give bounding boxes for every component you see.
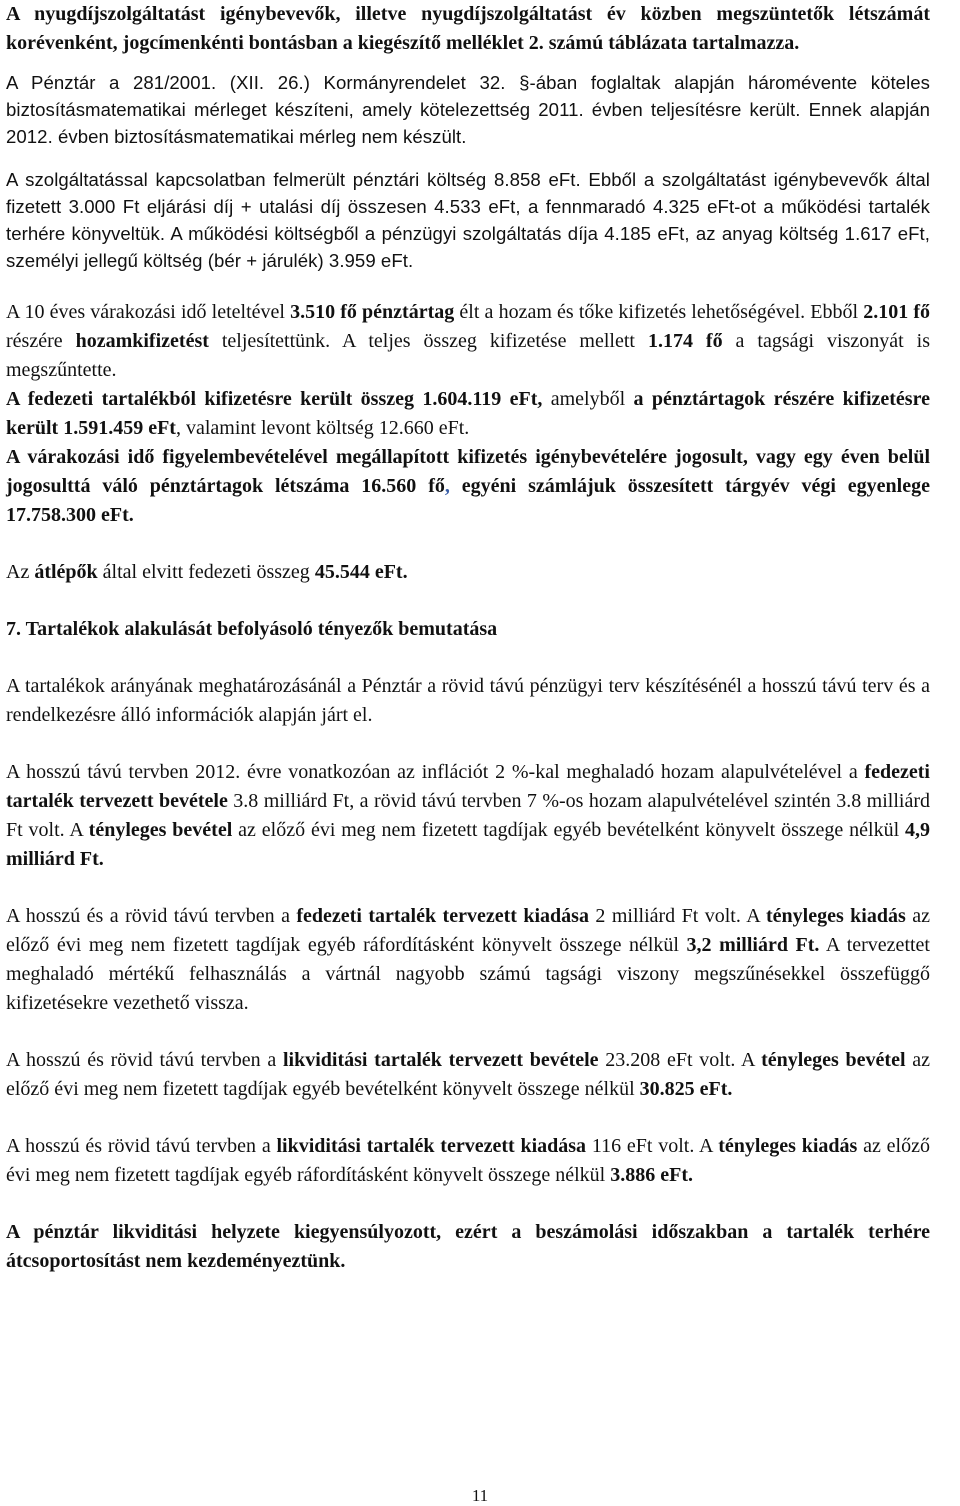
paragraph-liquidity-expense: A hosszú és rövid távú tervben a likviditási tartalék tervezett kiadása 116 eFt volt. A tényleges kiadás az előző évi meg nem fizetett tagdíjak egyéb ráfordításként könyvelt összege nélkül 3.886 eFt. [6,1135,930,1186]
paragraph-service-cost: A szolgáltatással kapcsolatban felmerült pénztári költség 8.858 eFt. Ebből a szolgáltatást igénybevevők által fizetett 3.000 Ft eljárási díj + utalási díj összesen 4.533 eFt, a fennmaradó 4.325 eFt-ot a működési tartalék terhére könyveltük. A működési költségből a pénzügyi szolgáltatás díja 4.185 eFt, az anyag költség 1.617 eFt, személyi jellegű költség (bér + járulék) 3.959 eFt. [6,169,930,271]
document-page [6,0,930,1276]
paragraph-reserve-ratio: A tartalékok arányának meghatározásánál a Pénztár a rövid távú pénzügyi terv készítésénél a hosszú távú terv és a rendelkezésre álló információk alapján járt el. [6,675,930,726]
paragraph-coverage-expense: A hosszú és a rövid távú tervben a fedezeti tartalék tervezett kiadása 2 milliárd Ft volt. A tényleges kiadás az előző évi meg nem fizetett tagdíjak egyéb ráfordításként könyvelt összege nélkül 3,2 milliárd Ft. A tervezettet meghaladó mértékű felhasználás a vártnál nagyobb számú tagsági viszony megszűnésekkel összefüggő kifizetésekre vezethető vissza. [6,905,930,1014]
paragraph-waiting-period: A 10 éves várakozási idő leteltével 3.510 fő pénztártag élt a hozam és tőke kifizetés lehetőségével. Ebből 2.101 fő részére hozamkifizetést teljesítettünk. A teljes összeg kifizetése mellett 1.174 fő a tagsági viszonyát is megszűntette. [6,301,931,381]
page-number: 11 [471,1486,489,1505]
section-heading: 7. Tartalékok alakulását befolyásoló tényezők bemutatása [6,618,498,640]
paragraph-actuarial-balance: A Pénztár a 281/2001. (XII. 26.) Kormányrendelet 32. §-ában foglaltak alapján háromévente köteles biztosításmatematikai mérleget készíteni, amely kötelezettség 2011. évben teljesítésre került. Ennek alapján 2012. évben biztosításmatematikai mérleg nem készült. [6,72,930,147]
paragraph-liquidity-status: A pénztár likviditási helyzete kiegyensúlyozott, ezért a beszámolási időszakban a tartalék terhére átcsoportosítást nem kezdeményeztünk. [6,1221,930,1272]
paragraph-liquidity-income: A hosszú és rövid távú tervben a likviditási tartalék tervezett bevétele 23.208 eFt volt. A tényleges bevétel az előző évi meg nem fizetett tagdíjak egyéb bevételként könyvelt összege nélkül 30.825 eFt. [6,1049,930,1100]
paragraph-transfers: Az átlépők által elvitt fedezeti összeg 45.544 eFt. [6,561,408,583]
paragraph-payout-amount: A fedezeti tartalékból kifizetésre került összeg 1.604.119 eFt, amelyből a pénztártagok részére kifizetésre került 1.591.459 eFt, valamint levont költség 12.660 eFt. [6,388,930,439]
paragraph-eligible-members: A várakozási idő figyelembevételével megállapított kifizetés igénybevételére jogosult, vagy egy éven belül jogosulttá váló pénztártagok létszáma 16.560 fő, egyéni számlájuk összesített tárgyév végi egyenlege 17.758.300 eFt. [6,446,930,526]
paragraph-beneficiaries: A nyugdíjszolgáltatást igénybevevők, illetve nyugdíjszolgáltatást év közben megszüntetők létszámát korévenként, jogcímenkénti bontásban a kiegészítő melléklet 2. számú táblázata tartalmazza. [6,3,930,54]
paragraph-coverage-income: A hosszú távú tervben 2012. évre vonatkozóan az inflációt 2 %-kal meghaladó hozam alapulvételével a fedezeti tartalék tervezett bevétele 3.8 milliárd Ft, a rövid távú tervben 7 %-os hozam alapulvételével szintén 3.8 milliárd Ft volt. A tényleges bevétel az előző évi meg nem fizetett tagdíjak egyéb bevételként könyvelt összege nélkül 4,9 milliárd Ft. [6,761,931,870]
